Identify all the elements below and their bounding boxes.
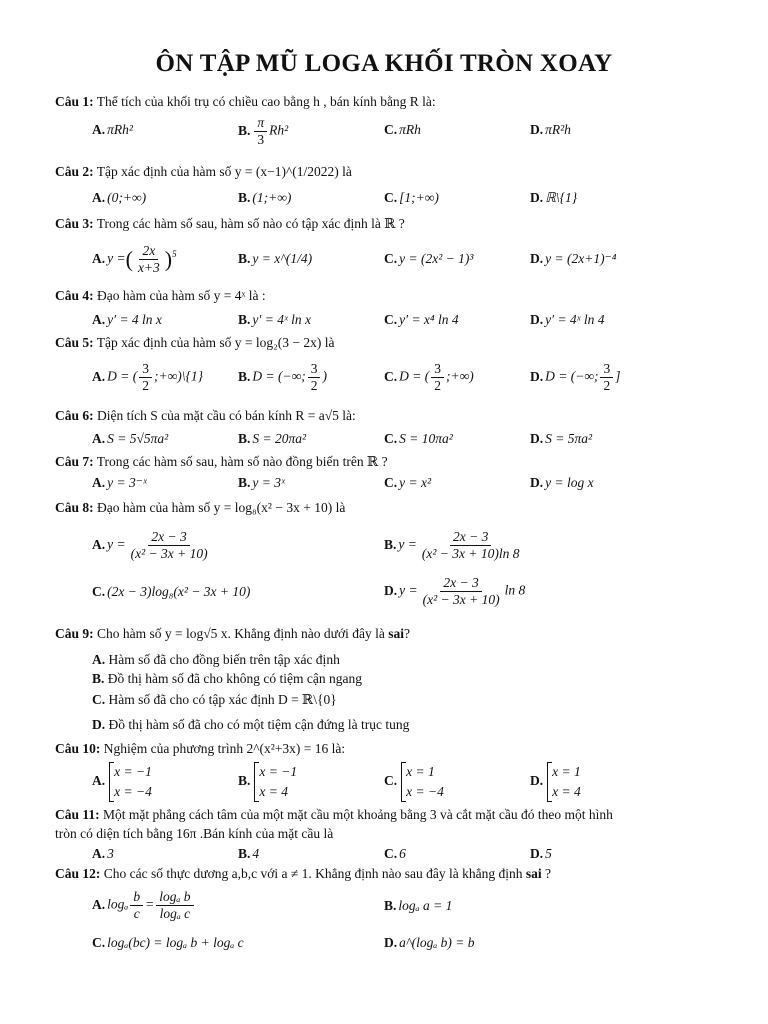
option-d[interactable] — [384, 575, 525, 608]
denominator: logₐ c — [159, 906, 191, 921]
fraction — [419, 529, 523, 562]
numerator: 3 — [139, 361, 152, 378]
question-12 — [55, 866, 551, 882]
option-d[interactable] — [530, 312, 605, 328]
option-text: y = (2x² − 1)³ — [399, 251, 474, 266]
option-text: ] — [615, 368, 621, 384]
option-text: y′ = 4ˣ ln x — [252, 312, 311, 327]
option-letter: B. — [92, 671, 105, 686]
option-text: y′ = x⁴ ln 4 — [399, 312, 459, 327]
numerator: π — [254, 115, 267, 132]
denominator: x+3 — [137, 260, 160, 275]
question-text: Thể tích của khối trụ có chiều cao bằng h , bán kính bằng R là: — [96, 94, 436, 109]
fraction — [308, 361, 321, 394]
numerator: 2x — [139, 243, 158, 260]
question-4 — [55, 288, 266, 304]
option-c[interactable] — [384, 312, 459, 328]
option-text: y = 3⁻ˣ — [107, 475, 147, 490]
numerator: 2x − 3 — [148, 529, 189, 546]
question-2 — [55, 164, 352, 180]
option-letter: C. — [384, 431, 398, 446]
option-text: Hàm số đã cho đồng biến trên tập xác định — [108, 652, 340, 667]
option-c[interactable] — [384, 846, 406, 862]
option-letter: A. — [92, 250, 106, 266]
emphasis-text: sai — [525, 866, 542, 881]
option-text: y = (2x+1)⁻⁴ — [545, 251, 617, 266]
question-label: Câu 4: — [55, 288, 94, 303]
option-b[interactable] — [238, 762, 297, 802]
option-letter: A. — [92, 122, 106, 137]
denominator: 2 — [310, 378, 318, 393]
option-a[interactable] — [92, 361, 203, 394]
solution-line: x = −4 — [114, 784, 152, 799]
option-letter: D. — [530, 312, 544, 327]
option-c[interactable] — [92, 584, 250, 600]
option-a[interactable] — [92, 475, 147, 491]
solution-line: x = −1 — [259, 764, 298, 779]
question-label: Câu 8: — [55, 500, 94, 515]
option-b[interactable] — [238, 115, 288, 148]
equation-system — [109, 762, 152, 802]
question-5 — [55, 335, 335, 351]
option-a[interactable] — [92, 652, 340, 668]
fraction — [128, 529, 211, 562]
solution-line: x = 4 — [259, 784, 288, 799]
option-b[interactable] — [238, 431, 306, 447]
option-letter: C. — [384, 122, 398, 137]
option-d[interactable] — [530, 190, 577, 206]
right-paren: ) — [164, 246, 173, 272]
option-letter: B. — [238, 251, 251, 266]
option-b[interactable] — [238, 312, 311, 328]
option-text: (0;+∞) — [107, 190, 147, 205]
numerator: 3 — [431, 361, 444, 378]
question-10 — [55, 741, 345, 757]
option-letter: B. — [238, 312, 251, 327]
option-text: Đồ thị hàm số đã cho không có tiệm cận ngang — [107, 671, 362, 686]
question-label: Câu 9: — [55, 626, 94, 641]
option-text: ;+∞) — [445, 368, 474, 384]
question-text: Diện tích S của mặt cầu có bán kính R = a√5 là: — [97, 408, 356, 423]
fraction — [139, 361, 152, 394]
option-text: y′ = 4 ln x — [107, 312, 162, 327]
option-c[interactable] — [384, 361, 474, 394]
question-text: Trong các hàm số sau, hàm số nào đồng biến trên ℝ ? — [96, 454, 388, 469]
option-a[interactable] — [92, 762, 152, 802]
option-letter: A. — [92, 846, 106, 861]
option-d[interactable] — [530, 431, 592, 447]
option-letter: A. — [92, 536, 106, 552]
option-letter: D. — [92, 717, 106, 732]
option-d[interactable] — [530, 122, 571, 138]
option-letter: A. — [92, 190, 106, 205]
equation-system — [401, 762, 444, 802]
denominator: (x² − 3x + 10)ln 8 — [421, 546, 520, 561]
option-c[interactable] — [384, 251, 473, 267]
option-text: πRh — [399, 122, 421, 137]
option-b[interactable] — [238, 475, 285, 491]
option-b[interactable] — [238, 251, 312, 267]
option-b[interactable] — [384, 898, 452, 914]
solution-line: x = −4 — [406, 784, 444, 799]
option-text: y = — [399, 582, 418, 598]
option-letter: B. — [384, 898, 397, 913]
option-text: πR²h — [545, 122, 571, 137]
option-text: y = x^(1/4) — [252, 251, 313, 266]
page-title: ÔN TẬP MŨ LOGA KHỐI TRÒN XOAY — [155, 50, 613, 77]
question-text: tròn có diện tích bằng 16π .Bán kính của mặt cầu là — [55, 826, 334, 841]
option-text: D = ( — [399, 368, 430, 384]
question-text: Tập xác định của hàm số y = log₂(3 − 2x) là — [96, 335, 335, 350]
option-letter: A. — [92, 431, 106, 446]
option-text: S = 20πa² — [252, 431, 307, 446]
fraction — [420, 575, 503, 608]
option-letter: A. — [92, 652, 106, 667]
option-c[interactable] — [384, 431, 453, 447]
option-a[interactable] — [92, 122, 133, 138]
option-text: y = 3ˣ — [252, 475, 285, 490]
question-text-end: ? — [541, 866, 552, 881]
fraction — [600, 361, 613, 394]
question-11-continued — [55, 826, 333, 842]
option-b[interactable] — [238, 361, 327, 394]
option-letter: A. — [92, 312, 106, 327]
option-letter: B. — [238, 190, 251, 205]
option-a[interactable] — [92, 529, 213, 562]
question-9 — [55, 626, 410, 642]
option-c[interactable] — [384, 762, 444, 802]
option-letter: B. — [238, 368, 251, 384]
option-d[interactable] — [530, 846, 552, 862]
option-letter: D. — [530, 475, 544, 490]
question-text: Nghiệm của phương trình 2^(x²+3x) = 16 là: — [103, 741, 346, 756]
denominator: 2 — [434, 378, 441, 393]
option-letter: D. — [530, 122, 544, 137]
question-text: Cho hàm số y = log√5 x. Khẳng định nào dưới đây là — [97, 626, 389, 641]
option-text: y = — [107, 536, 126, 552]
option-letter: D. — [530, 431, 544, 446]
option-d[interactable] — [530, 475, 594, 491]
option-text: 5 — [545, 846, 552, 861]
denominator: c — [133, 906, 140, 921]
option-c[interactable] — [92, 692, 337, 708]
question-text: Đạo hàm của hàm số y = 4ˣ là : — [97, 288, 266, 303]
option-c[interactable] — [384, 122, 421, 138]
option-letter: C. — [92, 935, 106, 950]
numerator: 3 — [600, 361, 613, 378]
option-letter: C. — [92, 692, 106, 707]
denominator: 2 — [603, 378, 611, 393]
fraction — [431, 361, 444, 394]
question-11 — [55, 807, 613, 823]
question-label: Câu 11: — [55, 807, 100, 822]
option-letter: D. — [384, 935, 398, 950]
denominator: (x² − 3x + 10) — [130, 546, 208, 561]
option-text: ℝ\{1} — [545, 190, 578, 205]
option-letter: B. — [238, 773, 251, 789]
option-text: 6 — [399, 846, 406, 861]
option-a[interactable] — [92, 243, 177, 276]
option-text: S = 10πa² — [399, 431, 453, 446]
option-c[interactable] — [384, 190, 439, 206]
option-text: y′ = 4ˣ ln 4 — [545, 312, 605, 327]
option-d[interactable] — [530, 361, 620, 394]
solution-line: x = 1 — [406, 764, 435, 779]
option-text: y = — [107, 250, 126, 266]
option-letter: D. — [530, 251, 544, 266]
question-label: Câu 12: — [55, 866, 101, 881]
option-text: 4 — [252, 846, 260, 861]
fraction — [135, 243, 163, 276]
fraction — [156, 889, 193, 922]
question-text: Cho các số thực dương a,b,c với a ≠ 1. Khẳng định nào sau đây là khẳng định — [103, 866, 526, 881]
option-c[interactable] — [384, 475, 431, 491]
option-letter: D. — [530, 773, 544, 789]
exponent: 5 — [172, 249, 177, 260]
option-letter: C. — [384, 475, 398, 490]
option-a[interactable] — [92, 312, 162, 328]
option-letter: C. — [384, 773, 398, 789]
option-text: y = x² — [399, 475, 432, 490]
numerator: logₐ b — [156, 889, 193, 906]
equation-system — [254, 762, 297, 802]
question-text: Đạo hàm của hàm số y = log₈(x² − 3x + 10) là — [97, 500, 346, 515]
question-8 — [55, 500, 345, 516]
option-text: logₐ a = 1 — [398, 898, 453, 913]
option-d[interactable] — [530, 251, 616, 267]
option-text: logₐ(bc) = logₐ b + logₐ c — [107, 935, 244, 950]
equation-system — [547, 762, 581, 802]
option-letter: D. — [530, 846, 544, 861]
question-label: Câu 7: — [55, 454, 94, 469]
solution-line: x = −1 — [114, 764, 152, 779]
denominator: 2 — [142, 378, 149, 393]
option-text: (2x − 3)log₈(x² − 3x + 10) — [107, 584, 251, 599]
numerator: b — [130, 889, 143, 906]
denominator: 3 — [257, 132, 265, 147]
question-text: Tập xác định của hàm số y = (x−1)^(1/2022) là — [96, 164, 352, 179]
fraction — [130, 889, 143, 922]
question-label: Câu 10: — [55, 741, 101, 756]
option-text: y = log x — [545, 475, 594, 490]
option-letter: C. — [384, 251, 398, 266]
question-label: Câu 6: — [55, 408, 94, 423]
fraction — [254, 115, 267, 148]
option-letter: C. — [384, 846, 398, 861]
option-text: (1;+∞) — [252, 190, 292, 205]
option-a[interactable] — [92, 889, 196, 922]
question-label: Câu 3: — [55, 216, 94, 231]
question-label: Câu 2: — [55, 164, 94, 179]
question-7 — [55, 454, 388, 470]
question-label: Câu 5: — [55, 335, 94, 350]
option-text: [1;+∞) — [399, 190, 439, 205]
option-letter: C. — [384, 368, 398, 384]
option-text: D = (−∞; — [545, 368, 599, 384]
question-6 — [55, 408, 356, 424]
option-text: πRh² — [107, 122, 133, 137]
option-text: a^(logₐ b) = b — [399, 935, 475, 950]
option-d[interactable] — [530, 762, 581, 802]
option-b[interactable] — [92, 671, 362, 687]
option-letter: A. — [92, 368, 106, 384]
option-letter: B. — [238, 846, 251, 861]
option-letter: D. — [384, 582, 398, 598]
option-b[interactable] — [384, 529, 525, 562]
question-text: Một mặt phẳng cách tâm của một mặt cầu một khoảng bằng 3 và cắt mặt cầu đó theo một hình — [103, 807, 613, 822]
solution-line: x = 1 — [552, 764, 581, 779]
option-letter: B. — [238, 431, 251, 446]
option-letter: A. — [92, 896, 106, 912]
option-text: y = — [398, 536, 417, 552]
option-text: D = ( — [107, 368, 138, 384]
emphasis-text: sai — [388, 626, 404, 641]
option-letter: B. — [384, 536, 397, 552]
option-a[interactable] — [92, 846, 114, 862]
option-letter: B. — [238, 475, 251, 490]
equals-sign: = — [145, 896, 155, 912]
option-d[interactable] — [384, 935, 475, 951]
option-text: ln 8 — [504, 582, 526, 598]
option-text: D = (−∞; — [252, 368, 306, 384]
option-text: Hàm số đã cho có tập xác định D = ℝ\{0} — [108, 692, 337, 707]
option-text: Rh² — [269, 122, 289, 138]
option-letter: C. — [384, 190, 398, 205]
question-label: Câu 1: — [55, 94, 94, 109]
option-b[interactable] — [238, 190, 291, 206]
option-letter: C. — [384, 312, 398, 327]
numerator: 2x − 3 — [440, 575, 481, 592]
question-3 — [55, 216, 405, 232]
numerator: 3 — [308, 361, 321, 378]
numerator: 2x − 3 — [450, 529, 491, 546]
option-a[interactable] — [92, 190, 146, 206]
solution-line: x = 4 — [552, 784, 581, 799]
question-text: Trong các hàm số sau, hàm số nào có tập xác định là ℝ ? — [96, 216, 405, 231]
left-paren: ( — [125, 246, 133, 272]
option-b[interactable] — [238, 846, 259, 862]
question-1 — [55, 94, 436, 110]
option-letter: A. — [92, 475, 106, 490]
option-text: logₐ — [107, 896, 129, 912]
option-d[interactable] — [92, 717, 409, 733]
option-text: 3 — [107, 846, 114, 861]
option-a[interactable] — [92, 431, 168, 447]
option-text: Đồ thị hàm số đã cho có một tiệm cận đứng là trục tung — [108, 717, 410, 732]
option-letter: A. — [92, 773, 106, 789]
option-letter: B. — [238, 122, 251, 138]
question-text-end: ? — [403, 626, 410, 641]
option-text: ) — [322, 368, 327, 384]
option-text: S = 5√5πa² — [107, 431, 169, 446]
denominator: (x² − 3x + 10) — [422, 592, 500, 607]
option-letter: C. — [92, 584, 106, 599]
option-c[interactable] — [92, 935, 244, 951]
option-letter: D. — [530, 368, 544, 384]
option-text: S = 5πa² — [545, 431, 593, 446]
option-text: ;+∞)\{1} — [153, 368, 204, 384]
option-letter: D. — [530, 190, 544, 205]
